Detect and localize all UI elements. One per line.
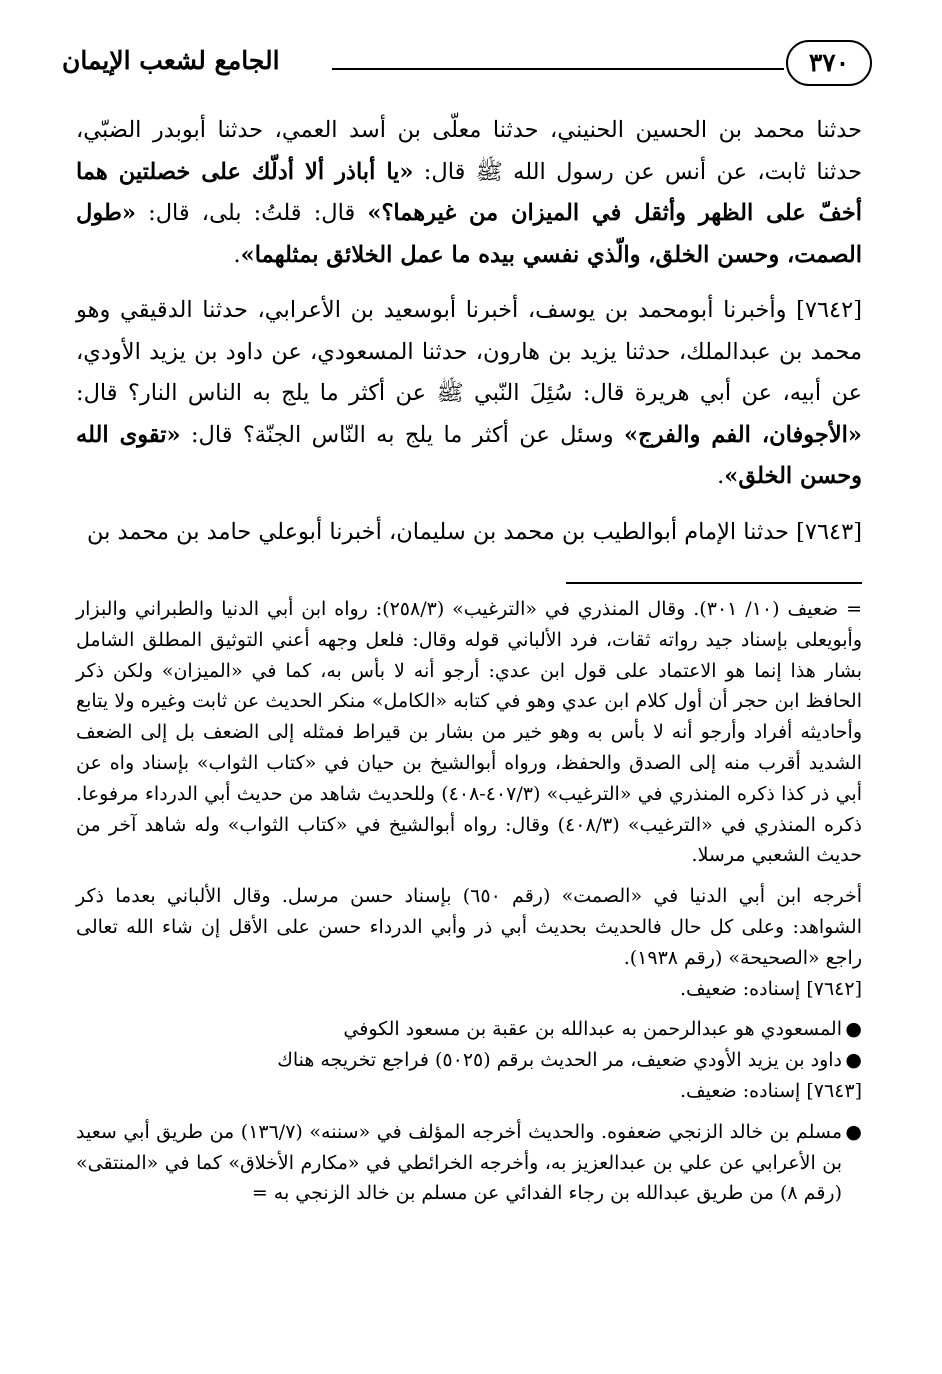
bullet-icon: ● <box>845 1049 862 1072</box>
footnotes <box>76 594 862 1209</box>
text-run: وسئل عن أكثر ما يلج به النّاس الجنّة؟ قال: <box>180 421 625 448</box>
bullet-icon: ● <box>845 1018 862 1041</box>
text-run: . <box>233 241 241 268</box>
bullet-text: المسعودي هو عبدالرحمن به عبدالله بن عقبة بن مسعود الكوفي <box>343 1018 842 1041</box>
text-run: [٧٦٤٢] وأخبرنا أبومحمد بن يوسف، أخبرنا أبوسعيد بن الأعرابي، حدثنا الدقيقي وهو محمد بن عبدالملك، حدثنا يزيد بن هارون، حدثنا المسعودي، عن داود بن يزيد الأودي، عن أبيه، عن أبي هريرة قال: سُئِلَ النّبي ﷺ عن أكثر ما يلج به الناس النار؟ قال: <box>76 297 862 406</box>
page-number: ٣٧٠ <box>786 40 872 86</box>
footnote-continued: = ضعيف (١٠/ ٣٠١). وقال المنذري في «الترغيب» (٢٥٨/٣): رواه ابن أبي الدنيا والطبراني والبزار وأبويعلى بإسناد جيد رواته ثقات، فرد الألباني قوله وقال: فلعل وجهه أعني التوثيق المطلق الشامل بشار هذا إنما هو الاعتماد على قول ابن عدي: أرجو أنه لا بأس به، كما في «الميزان» ولكن ذكر الحافظ ابن حجر أن أول كلام ابن عدي وهو في كتابه «الكامل» منكر الحديث عن ثابت وغيره ولا يتابع وأحاديثه أفراد وأرجو أنه لا بأس به وهو خير من بشار بن قيراط فمثله إلى الضعف بل إلى الضعف الشديد أقرب منه إلى الصدق والحفظ، ورواه أبوالشيخ بن حيان في «كتاب الثواب» بإسناد واه عن أبي ذر كذا ذكره المنذري في «الترغيب» (٤٠٧/٣-٤٠٨) وللحديث شاهد من حديث أبي الدرداء مرفوعا. ذكره المنذري في «الترغيب» (٤٠٨/٣) وقال: رواه أبوالشيخ في «كتاب الثواب» وله شاهد آخر من حديث الشعبي مرسلا. <box>76 598 862 867</box>
bullet-text: داود بن يزيد الأودي ضعيف، مر الحديث برقم (٥٠٢٥) فراجع تخريجه هناك <box>277 1049 842 1072</box>
hadith-quote: «طول الصمت، وحسن الخلق، والّذي نفسي بيده ما عمل الخلائق بمثلهما» <box>76 200 862 268</box>
text-run: حدثنا محمد بن الحسين الحنيني، حدثنا معلّى بن أسد العمي، حدثنا أبوبدر الضبّي، حدثنا ثابت، عن أنس عن رسول الله ﷺ قال: <box>76 117 862 185</box>
bullet-text: مسلم بن خالد الزنجي ضعفوه. والحديث أخرجه المؤلف في «سننه» (١٣٦/٧) من طريق أبي سعيد بن الأعرابي عن علي بن عبدالعزيز به، وأخرجه الخرائطي في «مكارم الأخلاق» كما في «المنتقى» (رقم ٨) من طريق عبدالله بن رجاء الفدائي عن مسلم بن خالد الزنجي به = <box>76 1120 842 1205</box>
hadith-quote: «تقوى الله وحسن الخلق» <box>76 421 862 489</box>
footnote-bullet-item <box>76 1014 862 1045</box>
hadith-quote: «الأجوفان، الفم والفرج» <box>624 421 862 448</box>
bullet-icon: ● <box>845 1120 862 1143</box>
book-title: الجامع لشعب الإيمان <box>62 46 280 75</box>
footnote-takhrij: أخرجه ابن أبي الدنيا في «الصمت» (رقم ٦٥٠) بإسناد حسن مرسل. وقال الألباني بعدما ذكر الشواهد: وعلى كل حال فالحديث بحديث أبي ذر وأبي الدرداء حسن على الأقل إن شاء الله تعالى راجع «الصحيحة» (رقم ١٩٣٨). <box>76 885 863 969</box>
main-text <box>76 110 862 553</box>
header-rule <box>332 68 784 70</box>
paragraph-hadith-7643: [٧٦٤٣] حدثنا الإمام أبوالطيب بن محمد بن سليمان، أخبرنا أبوعلي حامد بن محمد بن <box>87 518 862 545</box>
paragraph-hadith-7642 <box>76 290 862 498</box>
page-header <box>62 40 872 96</box>
text-run: . <box>717 463 725 489</box>
footnote-bullet-item <box>76 1045 862 1076</box>
text-run: قال: قلتُ: بلى، قال: <box>135 200 368 226</box>
footnote-bullet-item <box>76 1117 862 1209</box>
footnote-isnad-7642: [٧٦٤٢] إسناده: ضعيف. <box>679 977 862 1000</box>
paragraph-hadith-1 <box>76 110 862 276</box>
footnote-separator <box>566 582 862 584</box>
hadith-quote: «يا أباذر ألا أدلّك على خصلتين هما أخفّ على الظهر وأثقل في الميزان من غيرهما؟» <box>76 158 862 226</box>
footnote-isnad-7643: [٧٦٤٣] إسناده: ضعيف. <box>679 1079 862 1102</box>
